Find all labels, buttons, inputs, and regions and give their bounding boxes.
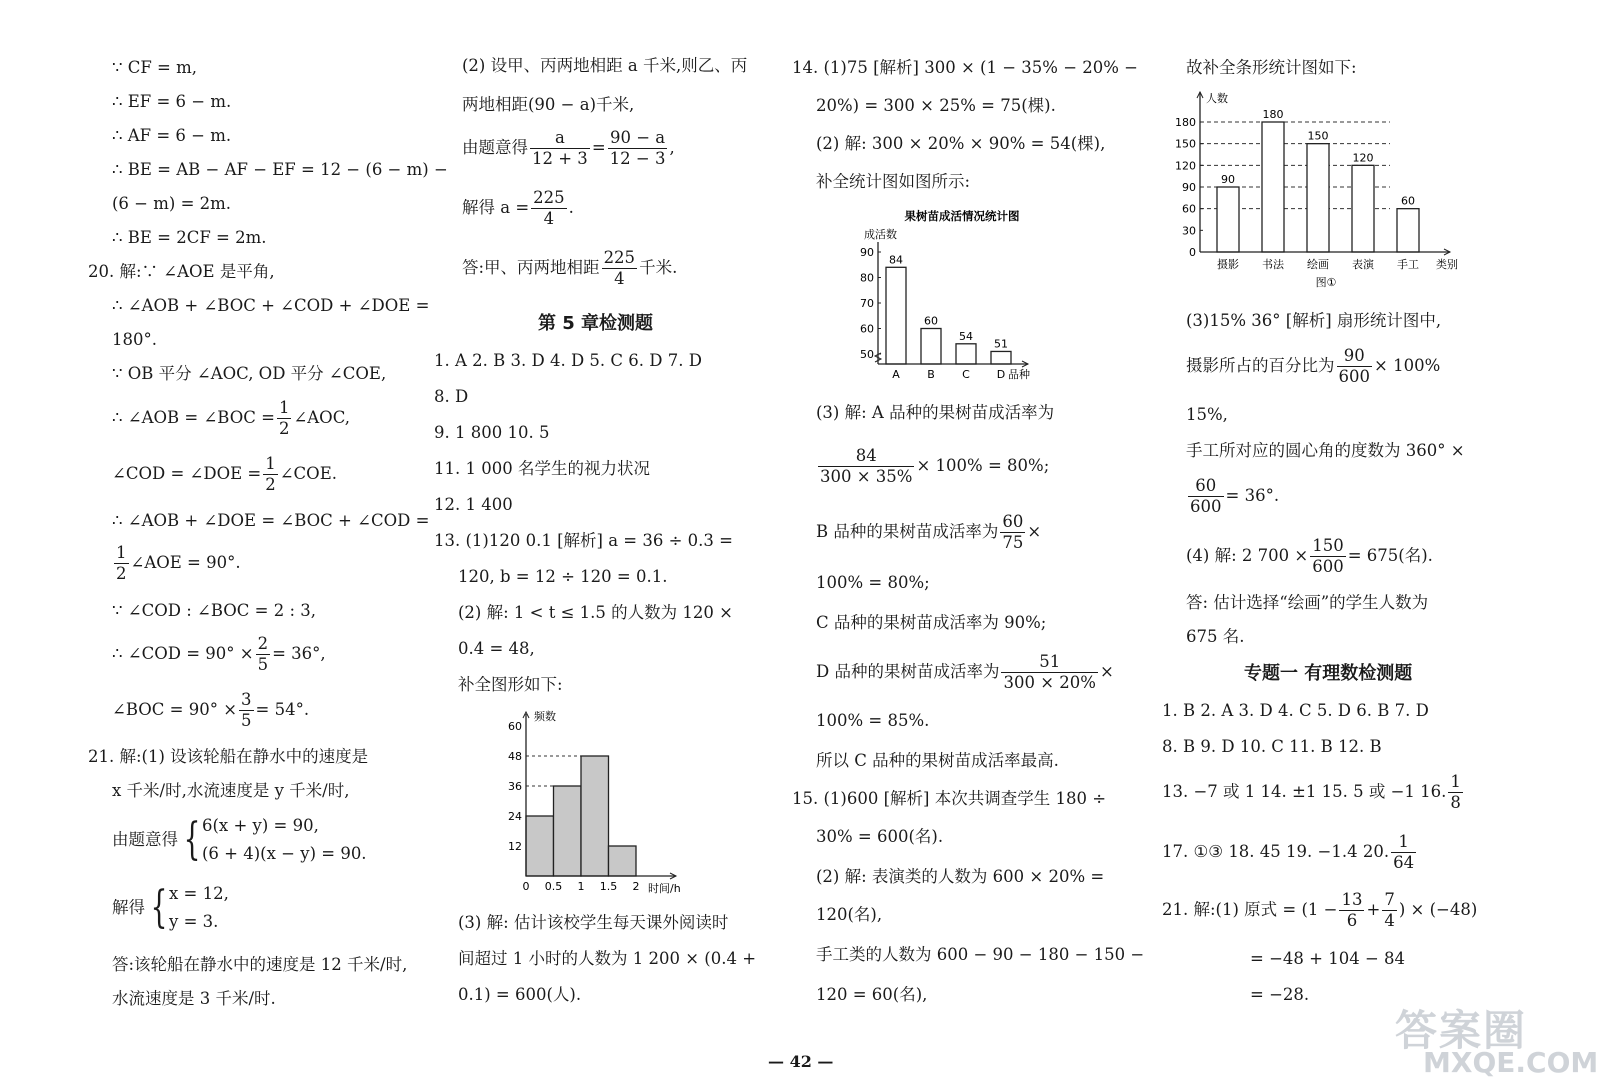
answer-line: 8. D — [434, 387, 469, 406]
denominator: 5 — [241, 711, 252, 730]
text-line: ∵ ∠COD : ∠BOC = 2 : 3, — [112, 601, 317, 620]
denominator: 2 — [278, 419, 290, 438]
text-line — [1186, 346, 1440, 387]
denominator: 300 × 20% — [1003, 673, 1096, 692]
data-label: 51 — [994, 337, 1008, 351]
brace: { — [183, 814, 201, 865]
problem-15-start: 15. (1)600 [解析] 本次共调查学生 180 ÷ — [792, 789, 1107, 808]
y-tick-label: 50 — [860, 348, 874, 361]
text-line: 675 名. — [1186, 627, 1245, 646]
text-span: 21. 解:(1) 原式 = (1 − — [1162, 900, 1338, 919]
problem-20-start: 20. 解:∵ ∠AOE 是平角, — [88, 262, 275, 281]
y-tick-label: 0 — [1189, 246, 1196, 259]
text-span: × 100% = 80%; — [916, 456, 1050, 475]
text-line: ∵ CF = m, — [112, 58, 198, 77]
denominator: 8 — [1450, 793, 1461, 812]
text-span: = 36°, — [272, 644, 326, 663]
text-line: 所以 C 品种的果树苗成活率最高. — [816, 751, 1059, 770]
text-line: (2) 解: 300 × 20% × 90% = 54(棵), — [816, 134, 1106, 153]
category-bar-chart — [1160, 86, 1470, 296]
equation-system — [112, 880, 229, 936]
y-tick-label: 36 — [508, 780, 522, 793]
y-tick-label: 70 — [860, 297, 874, 310]
equation-system — [112, 812, 367, 868]
text-line: ∴ BE = AB − AF − EF = 12 − (6 − m) − — [112, 160, 448, 179]
y-tick-label: 24 — [508, 810, 522, 823]
x-tick-label: 摄影 — [1217, 258, 1239, 271]
text-span: 解得 — [112, 898, 145, 917]
bar-D — [991, 351, 1011, 364]
y-tick-label: 60 — [860, 322, 874, 336]
fraction — [1310, 536, 1346, 577]
y-tick-label: 48 — [508, 750, 522, 763]
text-line: 水流速度是 3 千米/时. — [112, 989, 276, 1008]
text-span: + — [1366, 900, 1381, 919]
histogram-bar — [554, 786, 582, 876]
x-tick-label: 书法 — [1262, 258, 1284, 271]
answer-line — [1162, 832, 1418, 873]
text-line: ∴ ∠AOB + ∠BOC + ∠COD + ∠DOE = — [112, 296, 430, 315]
brace: { — [150, 882, 168, 933]
text-line: (2) 解: 表演类的人数为 600 × 20% = — [816, 867, 1105, 886]
text-span: ∠COE. — [279, 464, 337, 483]
y-axis-label: 成活数 — [864, 228, 897, 241]
text-line: 120(名), — [816, 905, 883, 924]
y-tick-label: 150 — [1175, 137, 1196, 151]
system-lines — [169, 880, 229, 936]
histogram-bar — [581, 756, 609, 876]
denominator: 12 + 3 — [532, 149, 588, 168]
y-tick-label: 180 — [1175, 116, 1196, 129]
text-span: ) × (−48) — [1398, 900, 1478, 919]
text-line: (2) 解: 1 < t ≤ 1.5 的人数为 120 × — [458, 603, 733, 622]
numerator: 84 — [818, 446, 914, 467]
data-label: 180 — [1262, 108, 1284, 121]
y-axis-label: 人数 — [1206, 92, 1228, 105]
x-tick-label: 1 — [577, 880, 585, 893]
equation: y = 3. — [169, 912, 219, 931]
y-tick-label: 60 — [508, 720, 522, 733]
denominator: 2 — [116, 564, 127, 583]
fraction — [1339, 890, 1364, 931]
x-tick-label: A — [892, 368, 900, 381]
fraction — [818, 446, 914, 487]
section-heading: 专题一 有理数检测题 — [1244, 663, 1413, 684]
fraction — [1391, 832, 1416, 873]
text-span: B 品种的果树苗成活率为 — [816, 522, 999, 541]
numerator: 3 — [241, 690, 252, 709]
data-label: 60 — [924, 314, 938, 328]
fruit-tree-bar-chart — [852, 206, 1072, 386]
text-line: (2) 设甲、丙两地相距 a 千米,则乙、丙 — [462, 56, 748, 75]
histogram-bar — [609, 846, 637, 876]
system-lines — [202, 812, 367, 868]
histogram-bar — [526, 816, 554, 876]
text-line: 间超过 1 小时的人数为 1 200 × (0.4 + — [458, 949, 757, 968]
text-span: ∠COD = ∠DOE = — [112, 464, 262, 483]
text-span: = — [591, 138, 606, 157]
text-span: 解得 a = — [462, 198, 530, 217]
text-span: × — [1099, 662, 1114, 681]
denominator: 600 — [1190, 497, 1222, 516]
y-tick-label: 120 — [1175, 159, 1196, 173]
numerator: 51 — [1001, 652, 1097, 673]
bar — [1397, 209, 1419, 252]
text-line: (3) 解: 估计该校学生每天课外阅读时 — [458, 913, 729, 932]
x-tick-label: D — [996, 368, 1006, 381]
text-line — [462, 128, 675, 169]
text-span: ∴ ∠AOB = ∠BOC = — [112, 408, 275, 427]
bar — [1307, 144, 1329, 252]
text-span: 摄影所占的百分比为 — [1186, 356, 1335, 375]
text-line: 答: 估计选择“绘画”的学生人数为 — [1186, 593, 1429, 612]
numerator: 60 — [1188, 476, 1224, 497]
text-line: 100% = 80%; — [816, 573, 930, 592]
numerator: 1 — [116, 543, 127, 562]
x-tick-label: C — [962, 368, 970, 381]
text-line: 故补全条形统计图如下: — [1186, 58, 1357, 77]
text-line — [462, 248, 677, 289]
problem-21-start — [1162, 890, 1477, 931]
text-span: ∠BOC = 90° × — [112, 700, 238, 719]
fraction — [239, 690, 254, 731]
numerator: 1 — [1450, 772, 1461, 791]
text-span: × — [1027, 522, 1042, 541]
x-axis-label: 类别 — [1436, 258, 1458, 271]
text-span: = 36°. — [1225, 486, 1280, 505]
text-span: . — [568, 198, 574, 217]
bar-C — [956, 344, 976, 364]
numerator: 2 — [257, 634, 269, 653]
text-span: ∠AOE = 90°. — [130, 553, 241, 572]
answer-line: 1. B 2. A 3. D 4. C 5. D 6. B 7. D — [1162, 701, 1429, 720]
x-axis-label: 时间/h — [648, 882, 681, 895]
text-line: x 千米/时,水流速度是 y 千米/时, — [112, 781, 350, 800]
denominator: 2 — [265, 475, 276, 494]
y-tick-label: 80 — [860, 271, 874, 285]
text-span: D 品种的果树苗成活率为 — [816, 662, 1000, 681]
answer-line: 1. A 2. B 3. D 4. D 5. C 6. D 7. D — [434, 351, 702, 370]
text-span: × 100% — [1374, 356, 1441, 375]
watermark-logo — [1395, 998, 1599, 1084]
numerator: 13 — [1341, 890, 1363, 909]
text-line: 120, b = 12 ÷ 120 = 0.1. — [458, 567, 668, 586]
fraction — [602, 248, 638, 289]
x-tick-label: 0 — [522, 880, 530, 893]
denominator: 64 — [1393, 853, 1415, 872]
numerator: 1 — [278, 398, 290, 417]
text-line — [112, 398, 350, 439]
fraction — [608, 128, 668, 169]
numerator: 225 — [533, 188, 565, 207]
text-line: 20%) = 300 × 25% = 75(棵). — [816, 96, 1056, 115]
text-line — [816, 512, 1041, 553]
text-line — [112, 543, 241, 584]
chart-title: 果树苗成活情况统计图 — [904, 209, 1020, 223]
numerator: 1 — [1391, 832, 1416, 853]
fraction — [1000, 512, 1025, 553]
x-tick-label: 0.5 — [544, 880, 563, 893]
text-span: 由题意得 — [112, 830, 178, 849]
text-span: 13. −7 或 1 14. ±1 15. 5 或 −1 16. — [1162, 782, 1447, 801]
fraction — [1188, 476, 1224, 517]
numerator: a — [530, 128, 590, 149]
bar-B — [921, 329, 941, 365]
text-line: ∵ OB 平分 ∠AOC, OD 平分 ∠COE, — [112, 364, 387, 383]
text-span: ∠AOC, — [293, 408, 350, 427]
numerator: 225 — [603, 248, 636, 267]
text-line: 补全图形如下: — [458, 675, 563, 694]
bar — [1262, 122, 1284, 252]
text-line: (3) 解: A 品种的果树苗成活率为 — [816, 403, 1055, 422]
text-line: (6 − m) = 2m. — [112, 194, 232, 213]
text-span: (4) 解: 2 700 × — [1186, 546, 1309, 565]
fraction — [531, 188, 567, 229]
text-span: 千米. — [639, 258, 678, 277]
section-heading: 第 5 章检测题 — [538, 313, 654, 334]
answer-line — [1162, 772, 1465, 813]
numerator: 90 − a — [608, 128, 668, 149]
text-line: 30% = 600(名). — [816, 827, 944, 846]
denominator: 12 − 3 — [609, 149, 666, 168]
data-label: 60 — [1401, 194, 1415, 208]
equation: x = 12, — [169, 884, 229, 903]
text-line: = −48 + 104 − 84 — [1250, 949, 1406, 968]
answer-line: 8. B 9. D 10. C 11. B 12. B — [1162, 737, 1382, 756]
fraction — [114, 543, 129, 584]
x-tick-label: 表演 — [1352, 258, 1374, 271]
fraction — [277, 398, 292, 439]
fraction — [1337, 346, 1373, 387]
y-tick-label: 90 — [1182, 181, 1196, 194]
denominator: 4 — [1384, 911, 1395, 930]
x-tick-label: 手工 — [1397, 258, 1419, 271]
y-tick-label: 30 — [1182, 224, 1196, 238]
text-line: 两地相距(90 − a)千米, — [462, 95, 635, 114]
answer-line: 9. 1 800 10. 5 — [434, 423, 550, 442]
watermark-url: MXQE.COM — [1423, 1046, 1599, 1079]
data-label: 150 — [1307, 129, 1329, 143]
histogram-chart — [496, 708, 716, 898]
text-line — [462, 188, 574, 229]
text-line — [816, 446, 1049, 487]
numerator: 7 — [1384, 890, 1395, 909]
x-axis-label: 品种 — [1008, 368, 1030, 381]
y-tick-label: 60 — [1182, 202, 1196, 216]
bar — [1352, 165, 1374, 252]
page-number: — 42 — — [768, 1052, 834, 1071]
text-line: ∴ EF = 6 − m. — [112, 92, 232, 111]
numerator: 90 — [1337, 346, 1373, 367]
watermark-text: 答案圈 — [1395, 1006, 1528, 1055]
text-line — [112, 634, 326, 675]
text-line: 补全统计图如图所示: — [816, 172, 971, 191]
numerator: 1 — [265, 454, 276, 473]
data-label: 120 — [1352, 151, 1374, 165]
text-line: 答:该轮船在静水中的速度是 12 千米/时, — [112, 955, 408, 974]
bar-A — [886, 267, 906, 364]
denominator: 6 — [1346, 911, 1358, 930]
text-line: 100% = 85%. — [816, 711, 930, 730]
denominator: 75 — [1002, 533, 1024, 552]
text-line — [1186, 476, 1279, 517]
problem-13-start: 13. (1)120 0.1 [解析] a = 36 ÷ 0.3 = — [434, 531, 733, 550]
text-line: 0.1) = 600(人). — [458, 985, 582, 1004]
text-span: = 675(名). — [1347, 546, 1433, 565]
problem-14-start: 14. (1)75 [解析] 300 × (1 − 35% − 20% − — [792, 58, 1139, 77]
fraction — [263, 454, 278, 495]
answer-line: 12. 1 400 — [434, 495, 513, 514]
answer-line: 11. 1 000 名学生的视力状况 — [434, 459, 650, 478]
text-line: C 品种的果树苗成活率为 90%; — [816, 613, 1047, 632]
denominator: 300 × 35% — [820, 467, 913, 486]
fraction — [1001, 652, 1097, 693]
denominator: 4 — [543, 209, 555, 228]
text-line: 15%, — [1186, 405, 1228, 424]
text-line: ∴ BE = 2CF = 2m. — [112, 228, 267, 247]
fraction — [1382, 890, 1397, 931]
y-axis-label: 频数 — [534, 710, 556, 723]
text-line — [112, 690, 309, 731]
text-line — [816, 652, 1114, 693]
denominator: 4 — [614, 269, 625, 288]
fraction — [530, 128, 590, 169]
text-line: (3)15% 36° [解析] 扇形统计图中, — [1186, 311, 1442, 330]
y-tick-label: 12 — [508, 840, 522, 853]
text-span: 答:甲、丙两地相距 — [462, 258, 600, 277]
denominator: 600 — [1312, 557, 1344, 576]
text-line: 0.4 = 48, — [458, 639, 535, 658]
x-tick-label: 1.5 — [599, 880, 618, 893]
text-line: ∴ ∠AOB + ∠DOE = ∠BOC + ∠COD = — [112, 511, 430, 530]
text-line: 120 = 60(名), — [816, 985, 928, 1004]
text-span: , — [669, 138, 675, 157]
y-tick-label: 90 — [860, 246, 874, 259]
text-line: 手工类的人数为 600 − 90 − 180 − 150 − — [816, 945, 1145, 964]
denominator: 600 — [1338, 367, 1370, 386]
figure-caption: 图① — [1315, 276, 1337, 289]
text-span: 17. ①③ 18. 45 19. −1.4 20. — [1162, 842, 1390, 861]
x-tick-label: 2 — [632, 880, 640, 893]
text-line: 手工所对应的圆心角的度数为 360° × — [1186, 441, 1465, 460]
problem-21-start: 21. 解:(1) 设该轮船在静水中的速度是 — [88, 747, 369, 766]
data-label: 84 — [889, 253, 903, 267]
text-line — [1186, 536, 1433, 577]
text-line: 180°. — [112, 330, 157, 349]
text-line — [112, 454, 337, 495]
text-span: 由题意得 — [462, 138, 528, 157]
text-line: = −28. — [1250, 985, 1310, 1004]
text-span: = 54°. — [255, 700, 310, 719]
x-tick-label: 绘画 — [1307, 258, 1329, 271]
numerator: 150 — [1312, 536, 1344, 555]
equation: (6 + 4)(x − y) = 90. — [202, 844, 367, 863]
text-span: ∴ ∠COD = 90° × — [112, 644, 254, 663]
bar — [1217, 187, 1239, 252]
numerator: 60 — [1002, 512, 1024, 531]
text-line: ∴ AF = 6 − m. — [112, 126, 232, 145]
x-tick-label: B — [927, 368, 935, 381]
equation: 6(x + y) = 90, — [202, 816, 319, 835]
denominator: 5 — [257, 655, 269, 674]
data-label: 54 — [959, 329, 973, 343]
fraction — [256, 634, 271, 675]
data-label: 90 — [1221, 173, 1235, 186]
fraction — [1448, 772, 1463, 813]
